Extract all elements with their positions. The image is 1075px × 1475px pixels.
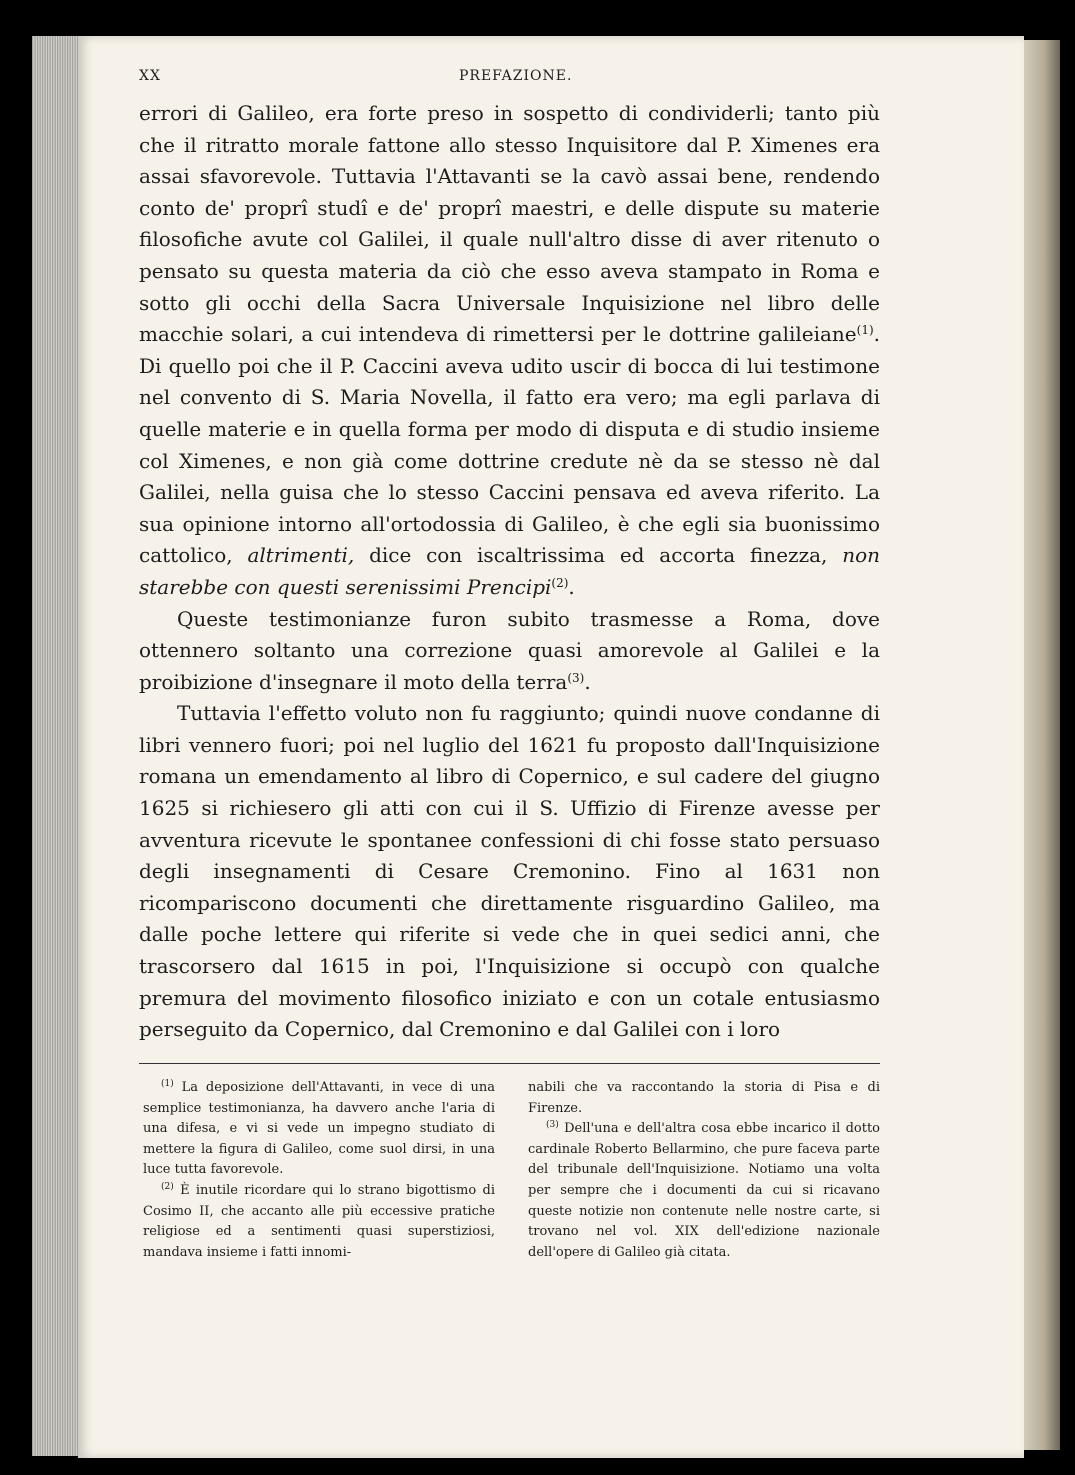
paragraph-1: [139, 98, 880, 604]
footnote-ref-2: (2): [551, 575, 569, 590]
footnote-mark: (3): [546, 1120, 559, 1131]
footnote-2: [143, 1181, 495, 1263]
footnote-2-continued: [528, 1078, 880, 1119]
page-number: XX: [139, 68, 161, 84]
footnote-column-right: [528, 1078, 880, 1263]
italic-run: non starebbe con questi serenissimi Prencipi: [139, 543, 881, 599]
footnote-mark: (2): [161, 1181, 174, 1192]
running-header: [139, 68, 879, 90]
text-run: dice con iscaltrissima ed accorta finezza,: [369, 543, 828, 568]
text-run: .: [584, 669, 591, 694]
footnote-text: È inutile ricordare qui lo strano bigottismo di Cosimo II, che accanto alle più eccessive pratiche religiose ed a sentimenti quasi superstiziosi, mandava insieme i fatti innomi-: [143, 1182, 495, 1260]
footnote-ref-3: (3): [567, 670, 585, 685]
footnote-mark: (1): [161, 1079, 174, 1089]
italic-run: altrimenti,: [247, 543, 355, 568]
footnotes: [139, 1078, 880, 1318]
footnote-1: [143, 1078, 495, 1181]
main-text: [139, 98, 880, 1046]
book-spine-edge: [1020, 40, 1060, 1450]
text-run: Queste testimonianze furon subito trasmesse a Roma, dove ottennero soltanto una correzione quasi amorevole al Galilei e la proibizione d'insegnare il moto della terra: [139, 606, 880, 694]
footnote-text: Dell'una e dell'altra cosa ebbe incarico il dotto cardinale Roberto Bellarmino, che pure faceva parte del tribunale dell'Inquisizione. Notiamo una volta per sempre che i documenti da cui si ricavano queste notizie non contenute nelle nostre carte, si trovano nel vol. XIX dell'edizione nazionale dell'opere di Galileo già citata.: [528, 1121, 880, 1260]
paragraph-2: [139, 604, 880, 699]
text-run: Tuttavia l'effetto voluto non fu raggiunto; quindi nuove condanne di libri vennero fuori; poi nel luglio del 1621 fu proposto dall'Inquisizione romana un emendamento al libro di Copernico, e sul cadere del giugno 1625 si richiesero gli atti con cui il S. Uffizio di Firenze avesse per avventura ricevute le spontanee confessioni di chi fosse stato persuaso degli insegnamenti di Cesare Cremonino. Fino al 1631 non ricompariscono documenti che direttamente risguardino Galileo, ma dalle poche lettere qui riferite si vede che in quei sedici anni, che trascorsero dal 1615 in poi, l'Inquisizione si occupò con qualche premura del movimento filosofico iniziato e con un cotale entusiasmo perseguito da Copernico, dal Cremonino e dal Galilei con i loro: [139, 701, 880, 1042]
text-run: errori di Galileo, era forte preso in sospetto di condividerli; tanto più che il ritratto morale fattone allo stesso Inquisitore dal P. Ximenes era assai sfavorevole. Tuttavia l'Attavanti se la cavò assai bene, rendendo conto de' proprî studî e de' proprî maestri, e delle dispute su materie filosofiche avute col Galilei, il quale null'altro disse di aver ritenuto o pensato su questa materia da ciò che esso aveva stampato in Roma e sotto gli occhi della Sacra Universale Inquisizione nel libro delle macchie solari, a cui intendeva di rimettersi per le dottrine galileiane: [139, 101, 880, 347]
text-run: . Di quello poi che il P. Caccini aveva udito uscir di bocca di lui testimone nel convento di S. Maria Novella, il fatto era vero; ma egli parlava di quelle materie e in quella forma per modo di disputa e di studio insieme col Ximenes, e non già come dottrine credute nè da se stesso nè dal Galilei, nella guisa che lo stesso Caccini pensava ed aveva riferito. La sua opinione intorno all'ortodossia di Galileo, è che egli sia buonissimo cattolico,: [139, 322, 880, 568]
text-run: .: [568, 574, 575, 599]
footnote-rule: [139, 1063, 880, 1064]
footnote-text: La deposizione dell'Attavanti, in vece di una semplice testimonianza, ha davvero anche l'aria di una difesa, e vi si vede un impegno studiato di mettere la figura di Galileo, come suol dirsi, in una luce tutta favorevole.: [143, 1080, 495, 1178]
footnote-ref-1: (1): [856, 323, 874, 338]
footnote-text: nabili che va raccontando la storia di Pisa e di Firenze.: [528, 1080, 880, 1116]
paragraph-3: [139, 698, 880, 1046]
footnote-3: [528, 1119, 880, 1263]
running-title: PREFAZIONE.: [459, 68, 573, 84]
footnote-column-left: [143, 1078, 495, 1263]
